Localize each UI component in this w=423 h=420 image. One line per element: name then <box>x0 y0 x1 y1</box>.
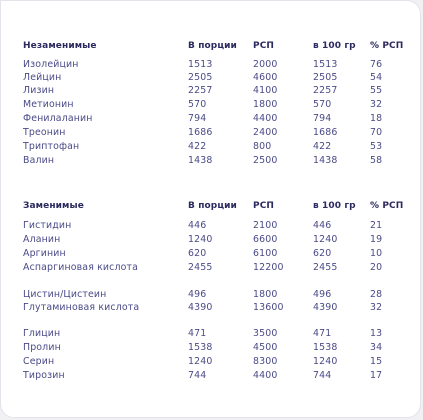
amino-acid-name: Изолейцин <box>23 59 79 70</box>
header-cell: В порции <box>188 201 237 211</box>
rsp-value: 2400 <box>253 127 278 138</box>
per-serving-value: 1686 <box>188 127 213 138</box>
rsp-value: 3500 <box>253 328 278 339</box>
per-serving-value: 1240 <box>188 234 213 245</box>
per-serving-value: 794 <box>188 113 207 124</box>
per-serving-value: 496 <box>188 289 207 300</box>
amino-acid-name: Пролин <box>23 342 61 353</box>
amino-acid-name: Глутаминовая кислота <box>23 302 140 313</box>
rsp-value: 6600 <box>253 234 278 245</box>
rsp-value: 4400 <box>253 370 278 381</box>
per-serving-value: 1513 <box>188 59 213 70</box>
rsp-percent-value: 18 <box>370 113 383 124</box>
rsp-value: 2100 <box>253 220 278 231</box>
header-cell: В порции <box>188 41 237 51</box>
rsp-percent-value: 76 <box>370 59 383 70</box>
rsp-value: 2500 <box>253 155 278 166</box>
rsp-percent-value: 53 <box>370 141 383 152</box>
amino-acid-name: Цистин/Цистеин <box>23 289 107 300</box>
amino-acid-name: Лейцин <box>23 72 62 83</box>
per-100g-value: 570 <box>313 99 332 110</box>
rsp-value: 800 <box>253 141 272 152</box>
rsp-percent-value: 15 <box>370 356 383 367</box>
header-cell: в 100 гр <box>313 41 356 51</box>
per-100g-value: 794 <box>313 113 332 124</box>
rsp-value: 4500 <box>253 342 278 353</box>
per-100g-value: 2505 <box>313 72 338 83</box>
rsp-percent-value: 70 <box>370 127 383 138</box>
amino-acid-name: Гистидин <box>23 220 72 231</box>
rsp-percent-value: 58 <box>370 155 383 166</box>
amino-acid-name: Аргинин <box>23 248 66 259</box>
per-serving-value: 2257 <box>188 85 213 96</box>
rsp-value: 4600 <box>253 72 278 83</box>
per-serving-value: 471 <box>188 328 207 339</box>
per-serving-value: 744 <box>188 370 207 381</box>
header-cell: % РСП <box>370 41 404 51</box>
rsp-percent-value: 54 <box>370 72 383 83</box>
header-cell: в 100 гр <box>313 201 356 211</box>
rsp-value: 1800 <box>253 289 278 300</box>
rsp-value: 4100 <box>253 85 278 96</box>
per-serving-value: 4390 <box>188 302 213 313</box>
rsp-percent-value: 13 <box>370 328 383 339</box>
per-serving-value: 620 <box>188 248 207 259</box>
per-100g-value: 4390 <box>313 302 338 313</box>
rsp-percent-value: 34 <box>370 342 383 353</box>
rsp-value: 13600 <box>253 302 284 313</box>
amino-acid-name: Лизин <box>23 85 55 96</box>
amino-acid-name: Треонин <box>23 127 66 138</box>
amino-acid-name: Тирозин <box>23 370 65 381</box>
per-serving-value: 2505 <box>188 72 213 83</box>
per-100g-value: 2257 <box>313 85 338 96</box>
per-serving-value: 1438 <box>188 155 213 166</box>
per-100g-value: 446 <box>313 220 332 231</box>
per-serving-value: 570 <box>188 99 207 110</box>
rsp-percent-value: 55 <box>370 85 383 96</box>
header-cell: % РСП <box>370 201 404 211</box>
per-100g-value: 422 <box>313 141 332 152</box>
amino-acid-name: Аспаргиновая кислота <box>23 262 139 273</box>
per-100g-value: 744 <box>313 370 332 381</box>
rsp-value: 6100 <box>253 248 278 259</box>
per-100g-value: 1438 <box>313 155 338 166</box>
rsp-percent-value: 32 <box>370 99 383 110</box>
per-100g-value: 1240 <box>313 234 338 245</box>
header-cell: РСП <box>253 41 275 51</box>
per-100g-value: 620 <box>313 248 332 259</box>
rsp-value: 2000 <box>253 59 278 70</box>
per-serving-value: 446 <box>188 220 207 231</box>
rsp-value: 12200 <box>253 262 284 273</box>
rsp-percent-value: 17 <box>370 370 383 381</box>
per-100g-value: 1513 <box>313 59 338 70</box>
rsp-value: 4400 <box>253 113 278 124</box>
header-cell: Незаменимые <box>23 41 97 51</box>
per-100g-value: 496 <box>313 289 332 300</box>
amino-acid-name: Фенилаланин <box>23 113 93 124</box>
per-100g-value: 1538 <box>313 342 338 353</box>
amino-acid-name: Аланин <box>23 234 61 245</box>
amino-acid-name: Метионин <box>23 99 74 110</box>
per-100g-value: 1686 <box>313 127 338 138</box>
rsp-percent-value: 10 <box>370 248 383 259</box>
per-serving-value: 2455 <box>188 262 213 273</box>
per-100g-value: 471 <box>313 328 332 339</box>
per-100g-value: 2455 <box>313 262 338 273</box>
rsp-percent-value: 20 <box>370 262 383 273</box>
amino-acid-name: Глицин <box>23 328 61 339</box>
per-100g-value: 1240 <box>313 356 338 367</box>
amino-acid-name: Триптофан <box>23 141 80 152</box>
rsp-percent-value: 21 <box>370 220 383 231</box>
rsp-percent-value: 28 <box>370 289 383 300</box>
header-cell: РСП <box>253 201 275 211</box>
rsp-value: 8300 <box>253 356 278 367</box>
per-serving-value: 1240 <box>188 356 213 367</box>
amino-acid-name: Валин <box>23 155 55 166</box>
rsp-value: 1800 <box>253 99 278 110</box>
rsp-percent-value: 19 <box>370 234 383 245</box>
header-cell: Заменимые <box>23 201 84 211</box>
per-serving-value: 1538 <box>188 342 213 353</box>
amino-acid-name: Серин <box>23 356 55 367</box>
rsp-percent-value: 32 <box>370 302 383 313</box>
per-serving-value: 422 <box>188 141 207 152</box>
